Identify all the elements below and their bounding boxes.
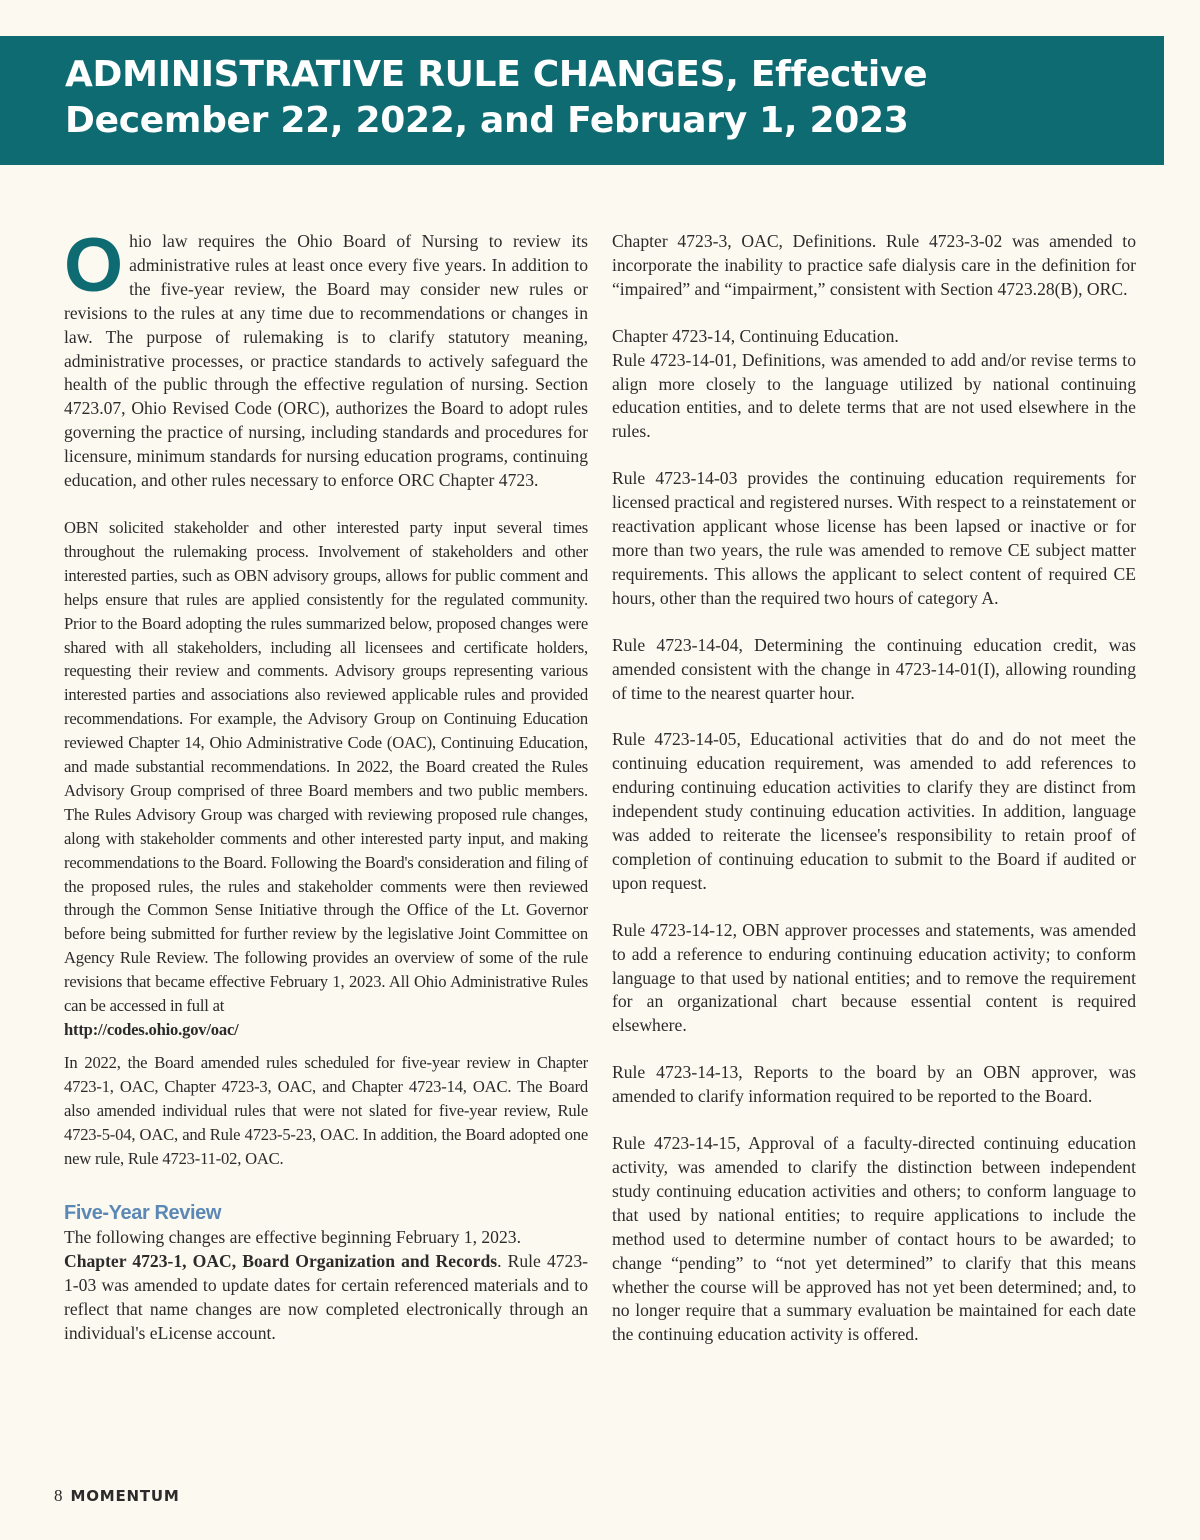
chapter-1-paragraph [64, 1250, 588, 1346]
rule-14-12-paragraph: Rule 4723-14-12, OBN approver processes and statements, was amended to add a reference to enduring continuing education activity; to conform language to that used by national entities; and to remove the requirement for an organizational chart because essential content is required elsewhere. [612, 919, 1136, 1036]
chapter-1-text: . Rule 4723-1-03 was amended to update dates for certain referenced materials and to reflect that name changes are now completed electronically through an individual's eLicense account. [64, 1251, 588, 1344]
chapter-1-heading: Chapter 4723-1, OAC, Board Organization and Records [64, 1251, 498, 1272]
rule-14-05-paragraph: Rule 4723-14-05, Educational activities that do and do not meet the continuing education requirement, was amended to add references to enduring continuing education activities to clarify they are distinct from independent study continuing education activities. In addition, language was added to reiterate the licensee's responsibility to retain proof of completion of continuing education to submit to the Board if audited or upon request. [612, 729, 1136, 893]
oac-link[interactable]: http://codes.ohio.gov/oac/ [64, 1020, 239, 1039]
effective-line: The following changes are effective beginning February 1, 2023. [64, 1227, 521, 1248]
stakeholder-text: OBN solicited stakeholder and other interested party input several times throughout the rulemaking process. Involvement of stakeholders and other interested parties, such as OBN advisory groups, allows for public comment and helps ensure that rules are applied consistently for the regulated community. Prior to the Board adopting the rules summarized below, proposed changes were shared with all stakeholders, including all licensees and certificate holders, requesting their review and comments. Advisory groups representing various interested parties and associations also reviewed applicable rules and provided recommendations. For example, the Advisory Group on Continuing Education reviewed Chapter 14, Ohio Administrative Code (OAC), Continuing Education, and made substantial recommendations. In 2022, the Board created the Rules Advisory Group comprised of three Board members and two public members. The Rules Advisory Group was charged with reviewing proposed rule changes, along with stakeholder comments and other interested party input, and making recommendations to the Board. Following the Board's consideration and filing of the proposed rules, the rules and stakeholder comments were then reviewed through the Common Sense Initiative through the Office of the Lt. Governor before being submitted for further review by the legislative Joint Committee on Agency Rule Review. The following provides an overview of some of the rule revisions that became effective February 1, 2023. All Ohio Administrative Rules can be accessed in full at [64, 517, 588, 1016]
rule-14-13-paragraph: Rule 4723-14-13, Reports to the board by an OBN approver, was amended to clarify information required to be reported to the Board. [612, 1062, 1136, 1107]
page-title: ADMINISTRATIVE RULE CHANGES, Effective December 22, 2022, and February 1, 2023 [65, 54, 928, 141]
publication-name: MOMENTUM [70, 1487, 180, 1505]
rule-14-04-paragraph: Rule 4723-14-04, Determining the continuing education credit, was amended consistent with the change in 4723-14-01(I), allowing rounding of time to the nearest quarter hour. [612, 634, 1136, 703]
title-banner [0, 36, 1164, 165]
right-column [612, 230, 1136, 1347]
rule-14-15-paragraph: Rule 4723-14-15, Approval of a faculty-directed continuing education activity, was amended to clarify the distinction between independent study continuing education activities and others; to conform language to that used by national entities; to require applications to include the method used to determine number of contact hours to be awarded; to change “pending” to “not yet determined” to clarify that this means whether the course will be approved has not yet been determined; and, to no longer require that a summary evaluation be maintained for each date the continuing education activity is offered. [612, 1133, 1136, 1345]
chapter-14-heading: Chapter 4723-14, Continuing Education. [612, 325, 899, 346]
chapter-3-paragraph: Chapter 4723-3, OAC, Definitions. Rule 4723-3-02 was amended to incorporate the inability to practice safe dialysis care in the definition for “impaired” and “impairment,” consistent with Section 4723.28(B), ORC. [612, 231, 1136, 299]
drop-cap: O [64, 223, 124, 308]
rule-14-01-paragraph: Rule 4723-14-01, Definitions, was amended to add and/or revise terms to align more closely to the language utilized by national continuing education entities, and to delete terms that are not used elsewhere in the rules. [612, 349, 1136, 442]
page-footer [54, 1486, 180, 1506]
left-column [64, 223, 588, 1346]
intro-text: hio law requires the Ohio Board of Nursing to review its administrative rules at least once every five years. In addition to the five-year review, the Board may consider new rules or revisions to the rules at any time due to recommendations or changes in law. The purpose of rulemaking is to clarify statutory meaning, administrative processes, or practice standards to actively safeguard the health of the public through the effective regulation of nursing. Section 4723.07, Ohio Revised Code (ORC), authorizes the Board to adopt rules governing the practice of nursing, including standards and procedures for licensure, minimum standards for nursing education programs, continuing education, and other rules necessary to enforce ORC Chapter 4723. [64, 231, 588, 491]
section-heading: Five-Year Review [64, 1202, 222, 1225]
intro-paragraph [64, 223, 588, 493]
stakeholder-paragraph [64, 516, 588, 1042]
amended-2022-paragraph: In 2022, the Board amended rules scheduled for five-year review in Chapter 4723-1, OAC, Chapter 4723-3, OAC, and Chapter 4723-14, OAC. The Board also amended individual rules that were not slated for five-year review, Rule 4723-5-04, OAC, and Rule 4723-5-23, OAC. In addition, the Board adopted one new rule, Rule 4723-11-02, OAC. [64, 1052, 588, 1168]
rule-14-03-paragraph: Rule 4723-14-03 provides the continuing education requirements for licensed practical and registered nurses. With respect to a reinstatement or reactivation applicant whose license has been lapsed or inactive or for more than two years, the rule was amended to remove CE subject matter requirements. This allows the applicant to select content of required CE hours, other than the required two hours of category A. [612, 468, 1136, 608]
page-number: 8 [54, 1486, 63, 1505]
